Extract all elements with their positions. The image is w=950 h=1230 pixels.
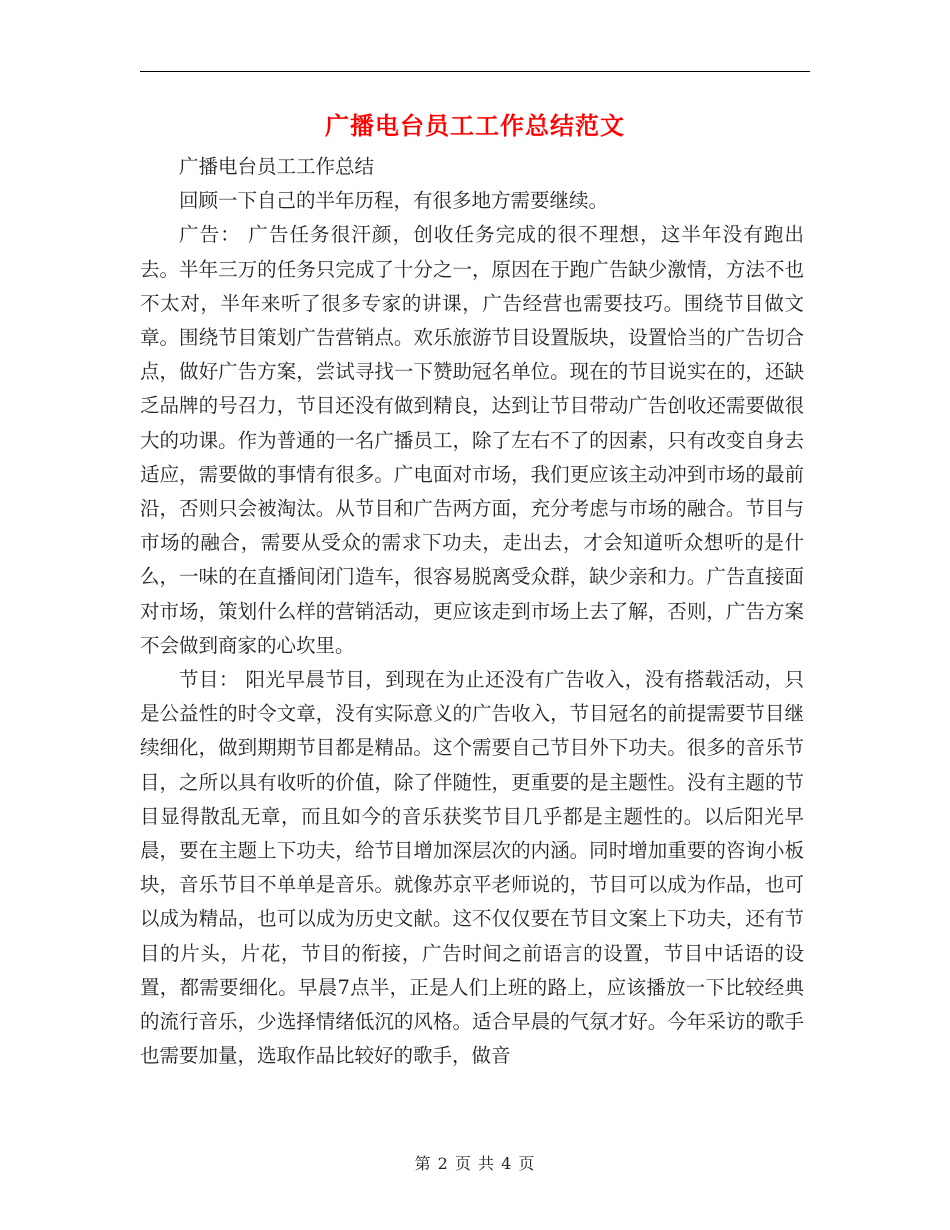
page-number-footer: 第 2 页 共 4 页	[414, 1154, 536, 1173]
paragraph-advertising: 广告： 广告任务很汗颜，创收任务完成的很不理想，这半年没有跑出去。半年三万的任务只完成了十分之一，原因在于跑广告缺少激情，方法不也不太对，半年来听了很多专家的讲课，广告经营也需要技巧。围绕节目做文章。围绕节目策划广告营销点。欢乐旅游节目设置版块，设置恰当的广告切合点，做好广告方案，尝试寻找一下赞助冠名单位。现在的节目说实在的，还缺乏品牌的号召力，节目还没有做到精良，达到让节目带动广告创收还需要做很大的功课。作为普通的一名广播员工，除了左右不了的因素，只有改变自身去适应，需要做的事情有很多。广电面对市场，我们更应该主动冲到市场的最前沿，否则只会被淘汰。从节目和广告两方面，充分考虑与市场的融合。节目与市场的融合，需要从受众的需求下功夫，走出去，才会知道听众想听的是什么，一味的在直播间闭门造车，很容易脱离受众群，缺少亲和力。广告直接面对市场，策划什么样的营销活动，更应该走到市场上去了解，否则，广告方案不会做到商家的心坎里。	[140, 223, 804, 657]
paragraph-intro: 回顾一下自己的半年历程，有很多地方需要继续。	[179, 189, 609, 213]
header-rule	[140, 71, 810, 72]
document-title: 广播电台员工工作总结范文	[325, 111, 625, 140]
document-body	[140, 150, 804, 1073]
paragraph-subtitle: 广播电台员工工作总结	[179, 155, 375, 178]
paragraph-programs: 节目： 阳光早晨节目，到现在为止还没有广告收入，没有搭载活动，只是公益性的时令文章，没有实际意义的广告收入，节目冠名的前提需要节目继续细化，做到期期节目都是精品。这个需要自己节目外下功夫。很多的音乐节目，之所以具有收听的价值，除了伴随性，更重要的是主题性。没有主题的节目显得散乱无章，而且如今的音乐获奖节目几乎都是主题性的。以后阳光早晨，要在主题上下功夫，给节目增加深层次的内涵。同时增加重要的咨询小板块，音乐节目不单单是音乐。就像苏京平老师说的，节目可以成为作品，也可以成为精品，也可以成为历史文献。这不仅仅要在节目文案上下功夫，还有节目的片头，片花，节目的衔接，广告时间之前语言的设置，节目中话语的设置，都需要细化。早晨7点半，正是人们上班的路上，应该播放一下比较经典的流行音乐，少选择情绪低沉的风格。适合早晨的气氛才好。今年采访的歌手也需要加量，选取作品比较好的歌手，做音	[140, 668, 804, 1068]
